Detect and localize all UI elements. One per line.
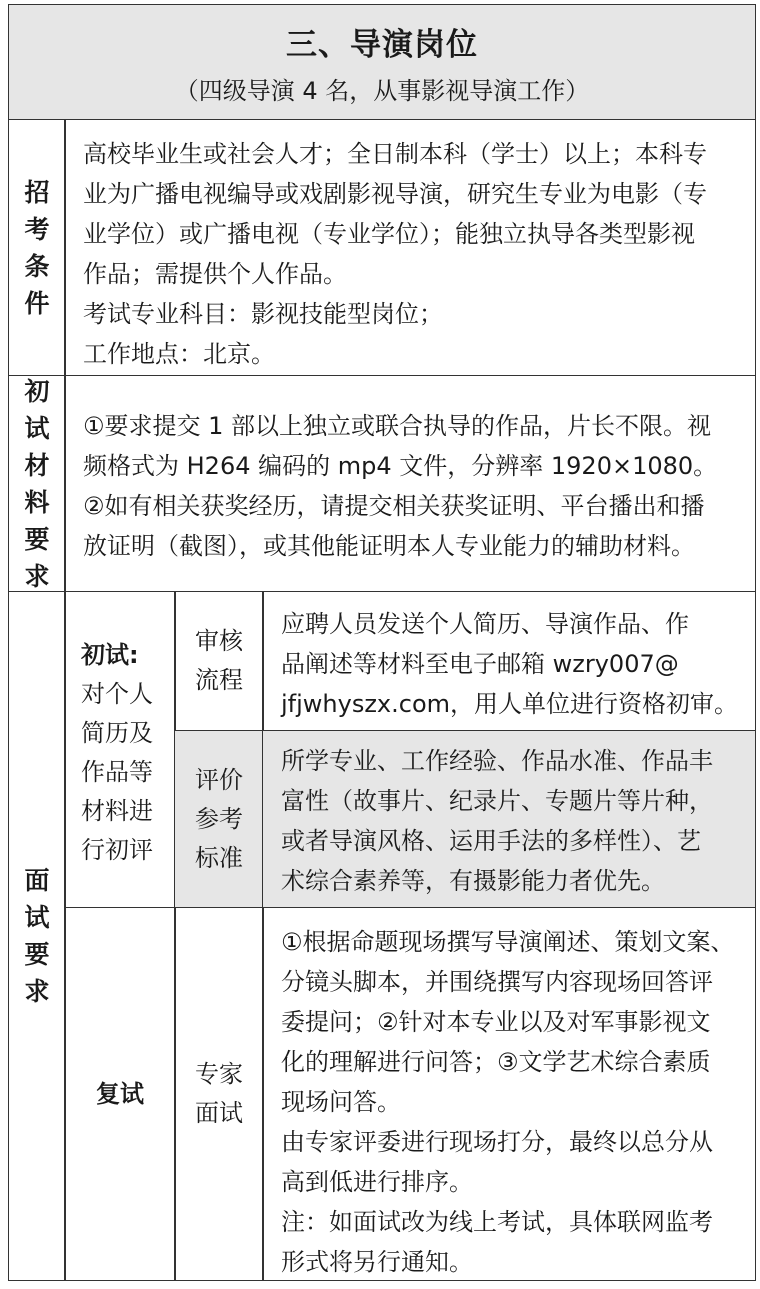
review-line: 应聘人员发送个人简历、导演作品、作 (281, 610, 689, 638)
first-round-desc-line: 材料进 (81, 797, 153, 825)
recruit-label: 招考条件 (24, 177, 50, 318)
review-line: 品阐述等材料至电子邮箱 wzry007@ (281, 650, 679, 678)
review-label-line: 审核 (195, 627, 243, 655)
criteria-label-line: 评价 (195, 765, 243, 794)
materials-line: ①要求提交 1 部以上独立或联合执导的作品，片长不限。视 (83, 412, 712, 440)
expert-line: 分镜头脚本，并围绕撰写内容现场回答评 (281, 968, 713, 996)
review-label-line: 流程 (195, 666, 243, 694)
criteria-line: 或者导演风格、运用手法的多样性）、艺 (281, 827, 701, 855)
expert-line: 注：如面试改为线上考试，具体联网监考 (281, 1208, 713, 1236)
first-round-desc-line: 对个人 (81, 680, 153, 708)
expert-line: 由专家评委进行现场打分，最终以总分从 (281, 1128, 713, 1156)
expert-line: 现场问答。 (281, 1088, 401, 1116)
first-round-desc-line: 作品等 (81, 758, 153, 786)
recruit-line: 业为广播电视编导或戏剧影视导演，研究生专业为电影（专 (83, 180, 707, 208)
first-round-desc-line: 行初评 (81, 836, 153, 864)
criteria-content-cell (262, 730, 756, 908)
criteria-line: 所学专业、工作经验、作品水准、作品丰 (281, 747, 713, 775)
criteria-label-line: 参考 (195, 804, 243, 833)
materials-label: 初试材料要求 (24, 376, 50, 591)
recruit-label-cell (8, 119, 66, 376)
second-round-cell (64, 907, 176, 1281)
first-round-title: 初试: (81, 641, 139, 669)
recruit-line: 高校毕业生或社会人才；全日制本科（学士）以上；本科专 (83, 140, 707, 168)
recruit-line: 考试专业科目：影视技能型岗位； (83, 300, 443, 328)
recruit-line: 工作地点：北京。 (83, 340, 275, 368)
criteria-label-cell (174, 730, 264, 908)
interview-label: 面试要求 (24, 866, 50, 1006)
second-round-title: 复试 (96, 1079, 144, 1108)
expert-line: ①根据命题现场撰写导演阐述、策划文案、 (281, 928, 735, 956)
expert-line: 高到低进行排序。 (281, 1168, 473, 1196)
first-round-desc-line: 简历及 (81, 719, 153, 747)
criteria-label-line: 标准 (195, 843, 243, 872)
review-label-cell (174, 591, 264, 731)
review-line: jfjwhyszx.com，用人单位进行资格初审。 (281, 690, 739, 718)
page-subtitle: （四级导演 4 名，从事影视导演工作） (174, 77, 590, 105)
materials-line: 频格式为 H264 编码的 mp4 文件，分辨率 1920×1080。 (83, 452, 718, 480)
criteria-line: 术综合素养等，有摄影能力者优先。 (281, 867, 665, 895)
criteria-line: 富性（故事片、纪录片、专题片等片种， (281, 787, 713, 815)
materials-content-cell (64, 375, 756, 592)
expert-label-line: 专家 (195, 1060, 243, 1088)
expert-line: 形式将另行通知。 (281, 1248, 473, 1276)
expert-line: 化的理解进行问答；③文学艺术综合素质 (281, 1048, 711, 1076)
expert-label-cell (174, 907, 264, 1281)
recruit-line: 作品；需提供个人作品。 (83, 260, 347, 288)
expert-line: 委提问；②针对本专业以及对军事影视文 (281, 1008, 711, 1036)
recruit-content-cell (64, 119, 756, 376)
materials-line: ②如有相关获奖经历，请提交相关获奖证明、平台播出和播 (83, 492, 705, 520)
expert-label-line: 面试 (195, 1099, 243, 1127)
materials-line: 放证明（截图），或其他能证明本人专业能力的辅助材料。 (83, 532, 695, 560)
expert-content-cell (262, 907, 756, 1281)
first-round-cell (64, 591, 176, 908)
review-content-cell (262, 591, 756, 731)
recruit-line: 业学位）或广播电视（专业学位）；能独立执导各类型影视 (83, 220, 695, 248)
interview-label-cell (8, 591, 66, 1281)
table-header (8, 4, 756, 120)
page-title: 三、导演岗位 (286, 27, 478, 63)
materials-label-cell (8, 375, 66, 592)
